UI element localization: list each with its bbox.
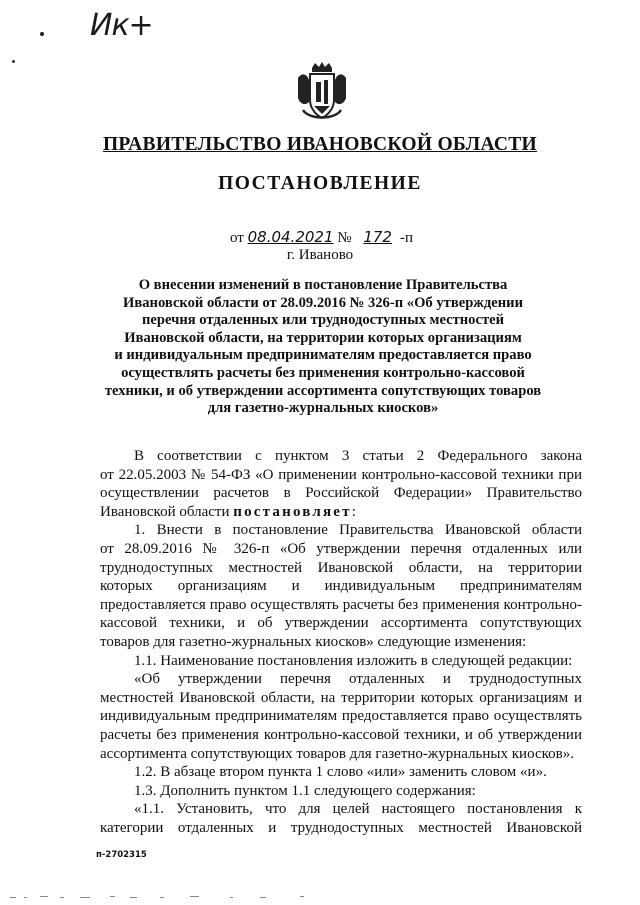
subject-line: Ивановской области от 28.09.2016 № 326-п «Об утверждении	[123, 294, 523, 311]
ink-dot	[12, 60, 15, 63]
document-code: п-2702315	[96, 850, 147, 860]
body-line: местностей Ивановской области, на территории которых организациям и	[100, 689, 582, 706]
subject-line: Ивановской области, на территории которых организациям	[124, 329, 522, 346]
date-prefix: от	[230, 230, 244, 246]
body-line	[100, 503, 582, 522]
body-line: от 28.09.2016 № 326-п «Об утверждении перечня отдаленных или	[100, 540, 582, 557]
scan-noise	[0, 895, 640, 901]
subject-line: О внесении изменений в постановление Правительства	[138, 277, 508, 293]
body-line: 1.1. Наименование постановления изложить в следующей редакции:	[134, 652, 573, 669]
body-line: «Об утверждении перечня отдаленных и труднодоступных	[134, 671, 582, 688]
body-line: товаров для газетно-журнальных киосков» следующие изменения:	[100, 633, 527, 650]
subject-line: осуществлять расчеты без применения контрольно-кассовой	[121, 364, 525, 381]
body-line: расчеты без применения контрольно-кассовой техники, и об утверждении	[100, 726, 582, 743]
coat-of-arms-icon	[295, 62, 349, 122]
resolution-word: постановляет	[233, 503, 352, 520]
subject-line: для газетно-журнальных киосков»	[207, 400, 439, 417]
date-number-line	[230, 228, 413, 247]
body-line: 1. Внести в постановление Правительства Ивановской области	[134, 522, 582, 539]
body-line: предоставляется право осуществлять расчеты без применения контрольно-	[100, 596, 582, 613]
document-type: ПОСТАНОВЛЕНИЕ	[218, 173, 422, 194]
body-line-suffix: :	[351, 503, 356, 520]
handwritten-number: 172	[363, 228, 392, 246]
body-line: 1.2. В абзаце втором пункта 1 слово «или» заменить словом «и».	[134, 764, 547, 781]
document-body	[100, 447, 582, 837]
government-title: ПРАВИТЕЛЬСТВО ИВАНОВСКОЙ ОБЛАСТИ	[102, 134, 538, 155]
city: г. Иваново	[286, 247, 354, 263]
number-suffix: -п	[399, 230, 413, 246]
body-line: 1.3. Дополнить пунктом 1.1 следующего содержания:	[134, 782, 476, 799]
body-line: осуществлении расчетов в Российской Федерации» Правительство	[100, 485, 582, 502]
subject-line: перечня отдаленных или труднодоступных местностей	[141, 312, 505, 329]
crown-icon	[312, 62, 332, 72]
subject-line: и индивидуальным предпринимателям предоставляется право	[114, 347, 532, 364]
number-sign: №	[337, 230, 352, 246]
body-line: кассовой техники, и об утверждении ассортимента сопутствующих	[100, 615, 582, 632]
document-subject	[100, 277, 546, 418]
body-line: ассортимента сопутствующих товаров для газетно-журнальных киосков».	[100, 745, 574, 762]
handwritten-corner-mark: Ик+	[90, 8, 153, 43]
subject-line: техники, и об утверждении ассортимента сопутствующих товаров	[104, 382, 542, 399]
body-line-prefix: Ивановской области	[100, 503, 234, 520]
body-line: которых организациям и индивидуальным предпринимателям	[100, 578, 582, 595]
body-line: от 22.05.2003 № 54-ФЗ «О применении контрольно-кассовой техники при	[100, 466, 582, 483]
ink-dot	[40, 32, 44, 36]
body-line: категории отдаленных и труднодоступных местностей Ивановской	[100, 819, 582, 836]
handwritten-date: 08.04.2021	[247, 228, 334, 246]
body-line: индивидуальным предпринимателям предоставляется право осуществлять	[100, 708, 582, 725]
body-line: «1.1. Установить, что для целей настоящего постановления к	[134, 801, 582, 818]
body-line: труднодоступных местностей Ивановской области, на территории	[100, 559, 582, 576]
body-line: В соответствии с пунктом 3 статьи 2 Федерального закона	[134, 448, 582, 464]
